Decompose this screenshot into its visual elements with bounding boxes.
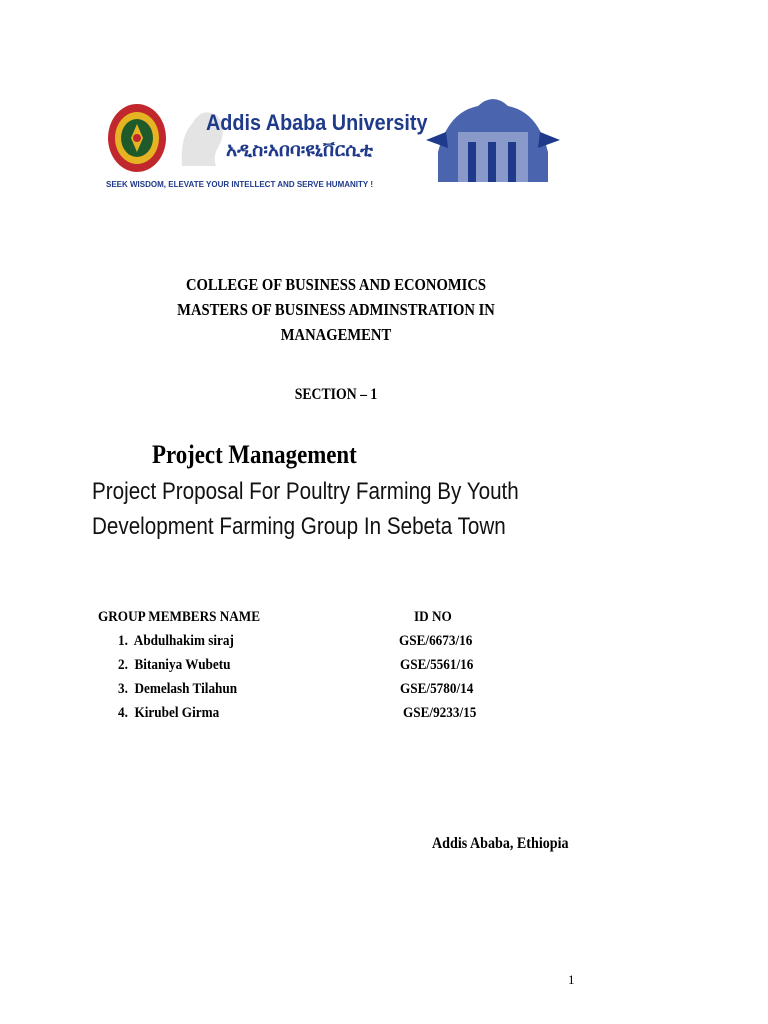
members-id-header: ID NO: [414, 609, 452, 625]
proposal-title-line-1: Project Proposal For Poultry Farming By Youth: [92, 478, 519, 505]
college-heading: [0, 272, 672, 347]
member-number: 4.: [118, 705, 128, 721]
list-item: [118, 705, 219, 722]
heading-line-1: COLLEGE OF BUSINESS AND ECONOMICS: [185, 275, 487, 294]
member-number: 3.: [118, 681, 128, 697]
section-label: SECTION – 1: [294, 386, 378, 403]
proposal-title-line-2: Development Farming Group In Sebeta Town: [92, 513, 506, 540]
building-emblem-icon: [418, 92, 568, 188]
heading-line-2: MASTERS OF BUSINESS ADMINSTRATION IN: [177, 300, 495, 319]
member-name: Abdulhakim siraj: [133, 633, 234, 649]
university-name: Addis Ababa University: [206, 110, 428, 135]
list-item: [118, 633, 234, 650]
member-name: Bitaniya Wubetu: [134, 657, 231, 673]
lion-emblem-icon: [172, 96, 232, 176]
member-number: 2.: [118, 657, 128, 673]
university-seal-icon: [106, 102, 168, 174]
members-name-header: GROUP MEMBERS NAME: [98, 609, 261, 625]
member-id: GSE/5780/14: [400, 681, 474, 697]
university-motto: SEEK WISDOM, ELEVATE YOUR INTELLECT AND SERVE HUMANITY !: [106, 180, 373, 189]
list-item: [118, 681, 237, 698]
member-name: Kirubel Girma: [134, 705, 220, 721]
member-id: GSE/6673/16: [399, 633, 473, 649]
member-id: GSE/5561/16: [400, 657, 474, 673]
member-name: Demelash Tilahun: [134, 681, 238, 697]
heading-line-3: MANAGEMENT: [280, 325, 392, 344]
list-item: [118, 657, 230, 674]
university-name-amharic: አዲስ፡አበባ፡ዩኒቨርሲቲ: [226, 139, 373, 161]
location: Addis Ababa, Ethiopia: [432, 835, 569, 852]
page-number: 1: [568, 972, 575, 987]
member-id: GSE/9233/15: [403, 705, 477, 721]
member-number: 1.: [118, 633, 128, 649]
university-logo-banner: [100, 92, 570, 202]
course-title: Project Management: [152, 440, 357, 469]
